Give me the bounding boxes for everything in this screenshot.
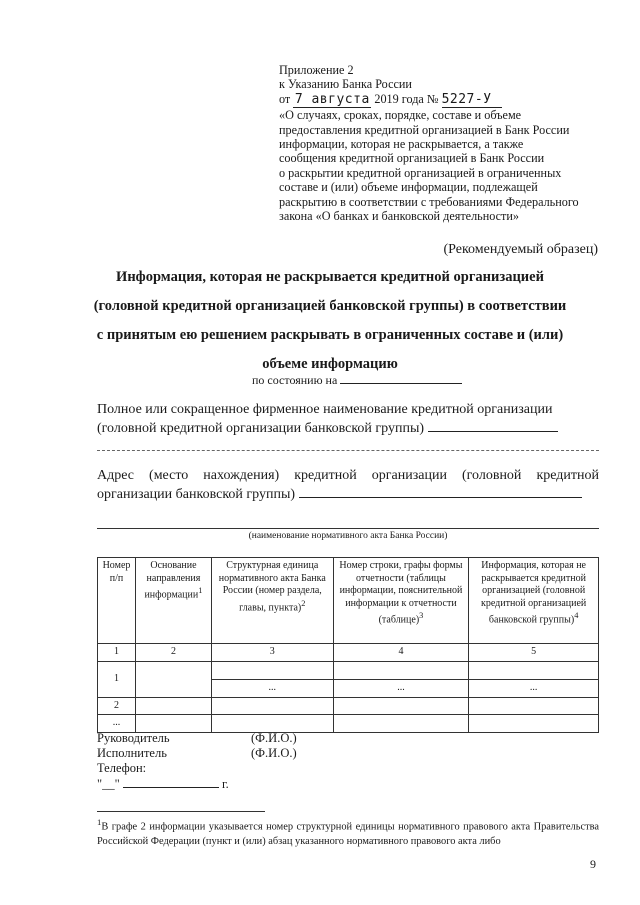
as-of-date-line — [252, 372, 462, 388]
appendix-desc-8: закона «О банках и банковской деятельности» — [279, 209, 519, 224]
page-number: 9 — [590, 857, 596, 871]
executor-signature-label: Исполнитель — [97, 746, 167, 760]
form-title — [80, 263, 580, 379]
table-cell-ellipsis: ... — [469, 679, 599, 697]
org-name-label-1: Полное или сокращенное фирменное наименование кредитной организации — [97, 402, 553, 417]
organization-name-field — [97, 401, 599, 437]
table-cell — [469, 661, 599, 679]
phone-label: Телефон: — [97, 761, 147, 775]
appendix-block — [279, 63, 609, 223]
address-label-1: Адрес (место нахождения) кредитной организации (головной кредитной — [97, 468, 599, 483]
date-day-month: 7 августа — [294, 91, 370, 107]
table-cell — [211, 697, 333, 715]
col-number-1: 1 — [98, 644, 136, 662]
header-basis: Основание направления информации$^1$ — [135, 558, 211, 644]
col-number-3: 3 — [211, 644, 333, 662]
col-number-5: 5 — [469, 644, 599, 662]
appendix-desc-3: информации, которая не раскрывается, а также — [279, 137, 524, 152]
table-cell — [333, 715, 469, 733]
table-row — [98, 661, 599, 679]
footnote-text: В графе 2 информации указывается номер структурной единицы нормативного правового акта Правительства Российской Федерации (пункт и (или) абзац указанного нормативного правового акта либо — [97, 821, 599, 848]
recommended-sample-label: (Рекомендуемый образец) — [443, 242, 598, 257]
col-number-2: 2 — [135, 644, 211, 662]
header-report-row: Номер строки, графы формы отчетности (таблицы информации, пояснительной информации к отчетности (таблице)$^3$ — [333, 558, 469, 644]
table-cell — [211, 715, 333, 733]
org-name-blank — [428, 418, 558, 432]
head-fio: (Ф.И.О.) — [251, 731, 297, 745]
date-month-blank — [123, 776, 219, 788]
address-blank — [299, 484, 582, 498]
address-label-2: организации банковской группы) — [97, 487, 296, 502]
regulatory-act-line — [97, 528, 599, 529]
table-cell — [135, 715, 211, 733]
column-numbers-row — [98, 644, 599, 662]
head-signature-label: Руководитель — [97, 731, 170, 745]
table-cell — [211, 661, 333, 679]
table-cell — [469, 697, 599, 715]
row-number: 1 — [98, 661, 136, 697]
header-structural-unit: Структурная единица нормативного акта Банка России (номер раздела, главы, пункта)$^2$ — [211, 558, 333, 644]
signature-date-line — [97, 776, 229, 792]
date-year: 2019 года № — [374, 91, 439, 106]
title-line-2: (головной кредитной организацией банковской группы) в соответствии — [93, 298, 567, 314]
table-header-row — [98, 558, 599, 644]
table-cell — [469, 715, 599, 733]
row-number: 2 — [98, 697, 136, 715]
appendix-desc-1: «О случаях, сроках, порядке, составе и объеме — [279, 108, 522, 123]
appendix-desc-5: о раскрытии кредитной организацией в ограниченных — [279, 165, 562, 180]
footnote — [97, 815, 599, 849]
title-line-1: Информация, которая не раскрывается кредитной организацией — [116, 269, 544, 285]
table-row — [98, 697, 599, 715]
table-cell-ellipsis: ... — [333, 679, 469, 697]
executor-fio: (Ф.И.О.) — [251, 746, 297, 760]
regulatory-act-caption: (наименование нормативного акта Банка России) — [248, 531, 448, 541]
col-number-4: 4 — [333, 644, 469, 662]
org-name-continuation-line — [97, 450, 599, 451]
table-row — [98, 715, 599, 733]
footnote-separator — [97, 811, 265, 812]
appendix-reference: к Указанию Банка России — [279, 77, 412, 92]
table-cell — [135, 697, 211, 715]
footnote-marker: 1 — [97, 817, 102, 827]
appendix-title: Приложение 2 — [279, 63, 354, 77]
org-name-label-2: (головной кредитной организации банковской группы) — [97, 421, 425, 436]
table-cell — [135, 661, 211, 697]
as-of-blank — [340, 372, 462, 384]
title-line-4: объеме информацию — [262, 356, 398, 372]
title-line-3: с принятым ею решением раскрывать в ограниченных составе и (или) — [96, 327, 564, 343]
organization-address-field — [97, 467, 599, 503]
appendix-desc-4: сообщения кредитной организацией в Банк России — [279, 151, 545, 166]
header-undisclosed-info: Информация, которая не раскрывается кредитной организацией (головной кредитной организацией банковской группы)$^4$ — [469, 558, 599, 644]
appendix-desc-6: составе и (или) объеме информации, подлежащей — [279, 180, 538, 195]
table-cell — [333, 661, 469, 679]
appendix-date-line — [279, 92, 609, 108]
table-cell-ellipsis: ... — [211, 679, 333, 697]
directive-number: 5227-У — [442, 93, 502, 108]
appendix-desc-2: предоставления кредитной организацией в Банк России — [279, 122, 570, 137]
date-prefix: от — [279, 91, 291, 106]
row-number: ... — [98, 715, 136, 733]
as-of-label: по состоянию на — [252, 373, 338, 387]
appendix-desc-7: раскрытию в соответствии с требованиями Федерального — [279, 194, 579, 209]
date-year-suffix: г. — [221, 777, 229, 791]
header-number: Номер п/п — [98, 558, 136, 644]
information-table — [97, 557, 599, 733]
table-cell — [333, 697, 469, 715]
date-day-quote: "__" — [97, 777, 120, 791]
